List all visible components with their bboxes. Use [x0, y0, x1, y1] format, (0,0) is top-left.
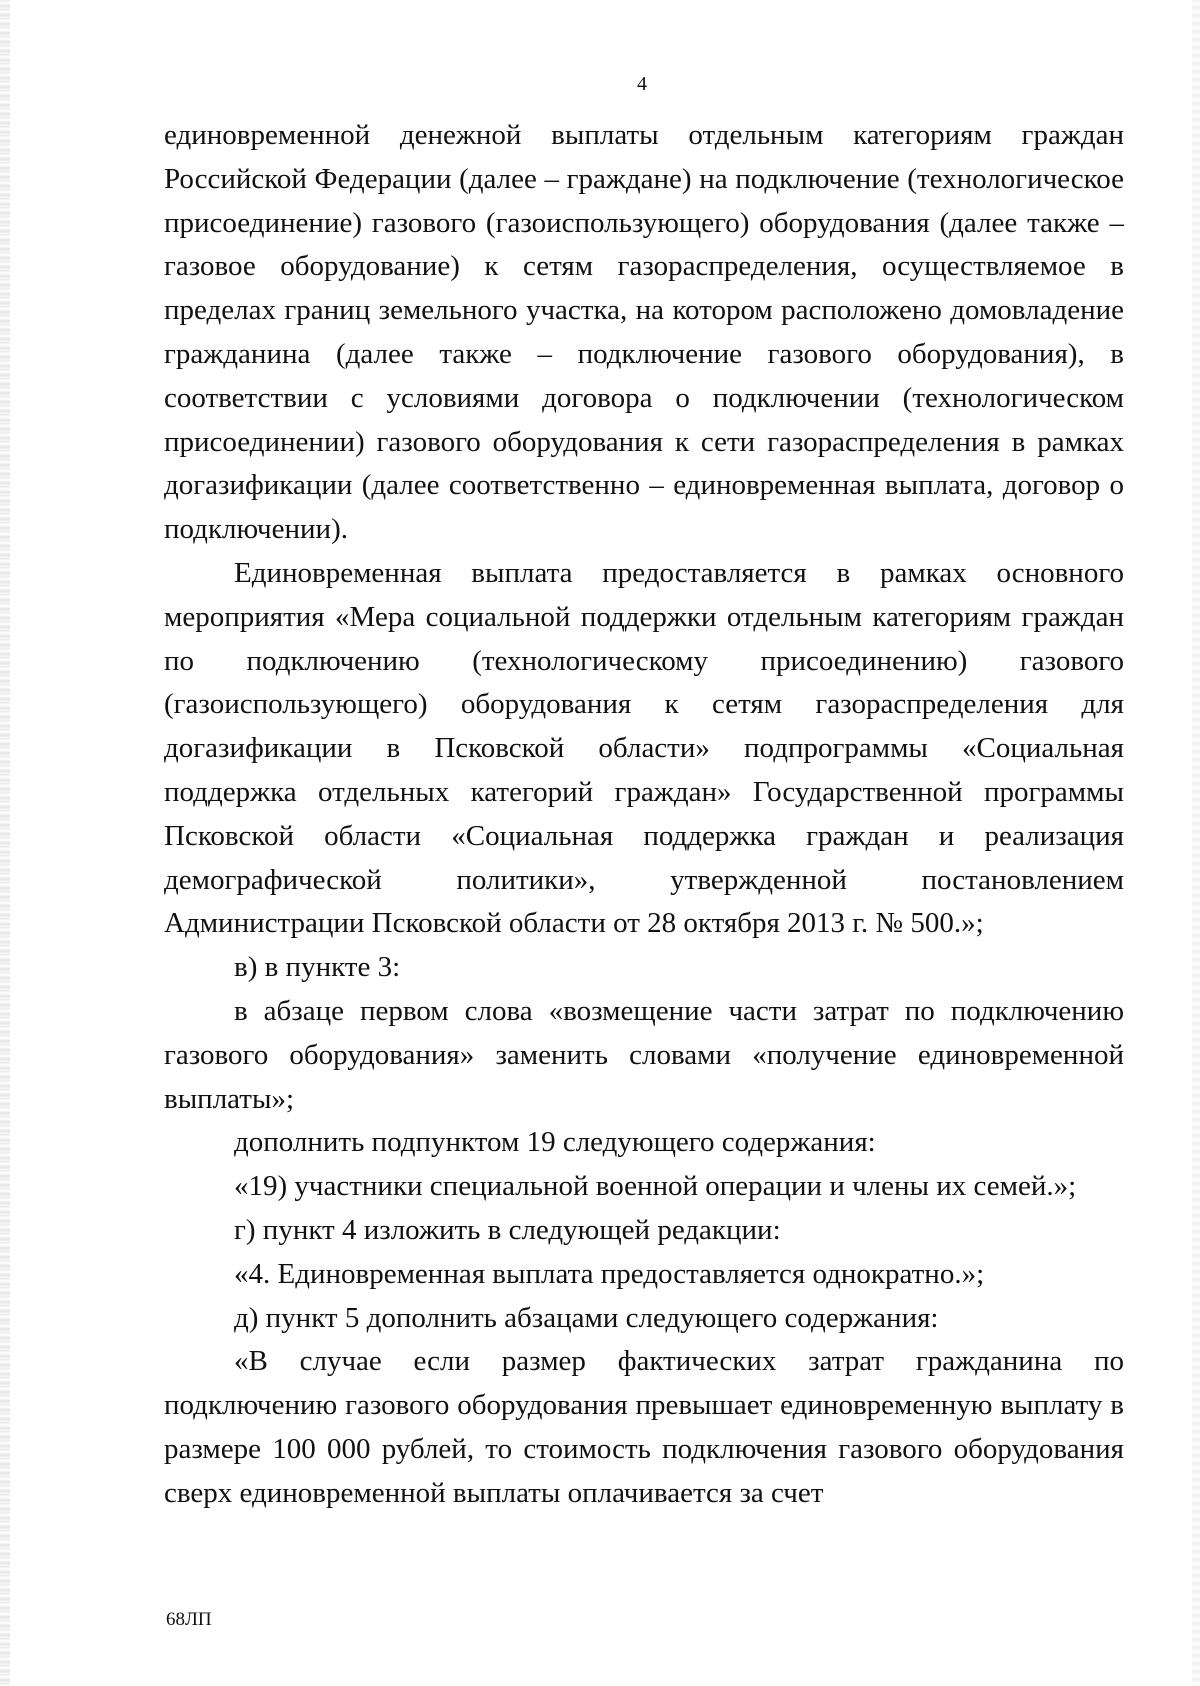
- paragraph-supplement-19: дополнить подпунктом 19 следующего содержания:: [234, 1126, 876, 1159]
- paragraph-item-g: г) пункт 4 изложить в следующей редакции:: [234, 1213, 781, 1246]
- paragraph-main-measure: Единовременная выплата предоставляется в рамках основного мероприятия «Мера социальной поддержки отдельным категориям граждан по подключению (технологическому присоединению) газового (газоиспользующего) оборудования к сетям газораспределения для догазификации в Псковской области» подпрограммы «Социальная поддержка отдельных категорий граждан» Государственной программы Псковской области «Социальная поддержка граждан и реализация демографической политики», утвержденной постановлением Администрации Псковской области от 28 октября 2013 г. № 500.»;: [164, 556, 1124, 940]
- paragraph-item-d: д) пункт 5 дополнить абзацами следующего содержания:: [234, 1301, 939, 1334]
- page-number: 4: [637, 73, 647, 95]
- paragraph-costs: «В случае если размер фактических затрат гражданина по подключению газового оборудования превышает единовременную выплату в размере 100 000 рублей, то стоимость подключения газового оборудования сверх единовременной выплаты оплачивается за счет: [164, 1345, 1124, 1509]
- paragraph-item-v: в) в пункте 3:: [234, 951, 401, 984]
- paragraph-item-4: «4. Единовременная выплата предоставляется однократно.»;: [234, 1257, 985, 1290]
- paragraph-subitem-19: «19) участники специальной военной операции и члены их семей.»;: [234, 1170, 1077, 1203]
- paragraph-first-abzac: в абзаце первом слова «возмещение части затрат по подключению газового оборудования» заменить словами «получение единовременной выплаты»;: [164, 994, 1124, 1115]
- scan-edge-right: [1192, 0, 1200, 1686]
- document-body: [164, 114, 1124, 1516]
- paragraph-continuation: единовременной денежной выплаты отдельным категориям граждан Российской Федерации (далее – граждане) на подключение (технологическое присоединение) газового (газоиспользующего) оборудования (далее также – газовое оборудование) к сетям газораспределения, осуществляемое в пределах границ земельного участка, на котором расположено домовладение гражданина (далее также – подключение газового оборудования), в соответствии с условиями договора о подключении (технологическом присоединении) газового оборудования к сети газораспределения в рамках догазификации (далее соответственно – единовременная выплата, договор о подключении).: [164, 119, 1124, 546]
- document-code: 68ЛП: [166, 1609, 212, 1630]
- scan-edge-left: [0, 0, 10, 1686]
